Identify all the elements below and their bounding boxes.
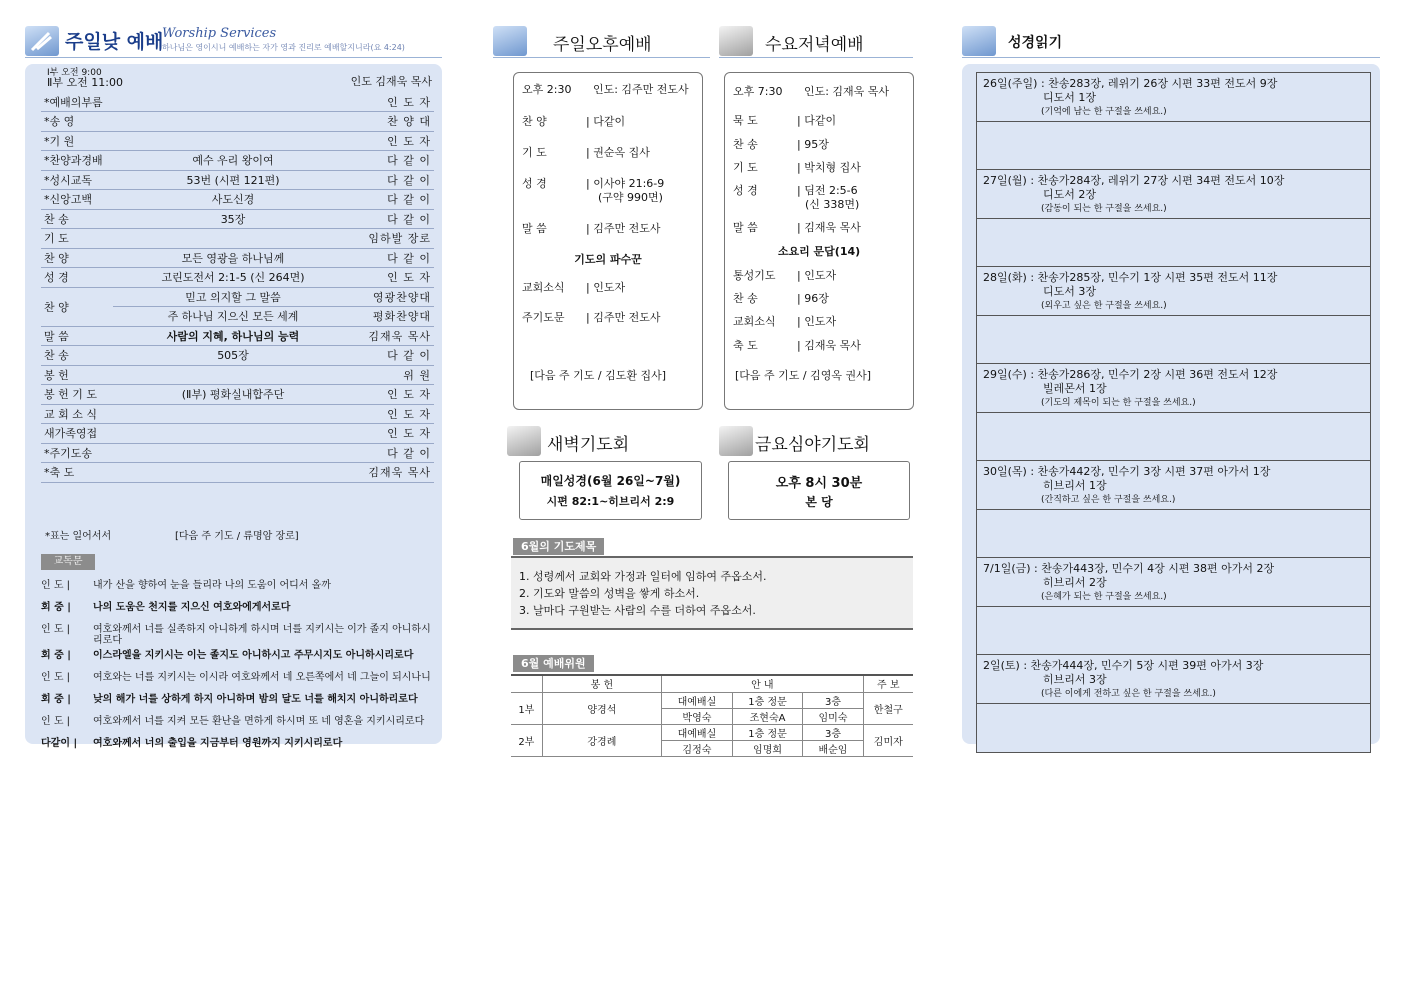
bible-reading-day [977, 267, 1370, 316]
wednesday-time-line [733, 83, 889, 99]
praying-hands-icon [962, 26, 996, 56]
responsive-speaker: 인 도 | [41, 624, 71, 635]
wednesday-row: 기 도 | 박치형 집사 [733, 161, 861, 174]
committee-header-offering: 봉 헌 [542, 675, 661, 692]
dawn-title: 새벽기도회 [547, 435, 630, 455]
dawn-box [519, 461, 702, 520]
table-row: 찬 송 35장 다 같 이 [41, 209, 434, 229]
table-row: 주 하나님 지으신 모든 세계 평화찬양대 [41, 307, 434, 327]
prayer-topic: 1. 성령께서 교회와 가정과 일터에 임하여 주옵소서. [519, 570, 767, 583]
hands-icon [719, 426, 753, 456]
responsive-text: 여호와께서 너를 지켜 모든 환난을 면하게 하시며 또 네 영혼을 지키시리로다 [93, 716, 425, 727]
friday-line2: 본 당 [805, 495, 833, 509]
wednesday-box [724, 72, 914, 410]
reading-plan: 7/1일(금) : 찬송가443장, 민수기 4장 시편 38편 아가서 2장 [983, 562, 1275, 575]
bible-reading-panel [962, 64, 1380, 744]
wednesday-row: 통성기도 | 인도자 [733, 269, 837, 282]
responsive-text: 여호와께서 너를 실족하지 아니하게 하시며 너를 지키시는 이가 졸지 아니하시리로다 [93, 624, 431, 646]
bible-reading-header [962, 24, 1380, 58]
worship-subtitle-en: Worship Services [162, 26, 277, 41]
bible-reading-day [977, 558, 1370, 607]
prayer-topic: 2. 기도와 말씀의 성벽을 쌓게 하소서. [519, 587, 700, 600]
next-prayer-note: [다음 주 기도 / 류명암 장로] [175, 531, 299, 542]
responsive-speaker: 인 도 | [41, 672, 71, 683]
reading-extra: 히브리서 1장 [1043, 479, 1107, 492]
afternoon-time: 오후 2:30 [522, 83, 572, 96]
wednesday-row: 교회소식 | 인도자 [733, 315, 837, 328]
table-row: 봉 헌 기 도 (Ⅱ부) 평화실내합주단 인 도 자 [41, 385, 434, 405]
writing-space[interactable] [977, 704, 1370, 753]
reading-prompt: (감동이 되는 한 구절을 쓰세요.) [1041, 204, 1167, 214]
dawn-line1: 매일성경(6월 26일~7월) [540, 474, 681, 488]
table-row: *성시교독 53번 (시편 121편) 다 같 이 [41, 170, 434, 190]
writing-space[interactable] [977, 413, 1370, 462]
order-of-worship-table [41, 92, 434, 483]
reading-prompt: (다른 이에게 전하고 싶은 한 구절을 쓰세요.) [1041, 689, 1216, 699]
reading-plan: 27일(월) : 찬송가284장, 레위기 27장 시편 34편 전도서 10장 [983, 174, 1285, 187]
bible-reading-title: 성경읽기 [1008, 35, 1063, 51]
prayer-topics-tag: 6월의 기도제목 [513, 538, 604, 555]
wednesday-row: 찬 송 | 95장 [733, 138, 829, 151]
reading-plan: 30일(목) : 찬송가442장, 민수기 3장 시편 37편 아가서 1장 [983, 465, 1271, 478]
responsive-text: 여호와는 너를 지키시는 이시라 여호와께서 네 오른쪽에서 네 그늘이 되시나니 [93, 672, 431, 683]
worship-title: 주일낮 예배 [65, 31, 164, 53]
afternoon-row: 말 씀 | 김주만 전도사 [522, 222, 661, 235]
table-row: 박영숙 조현숙A 임미숙 [511, 708, 913, 724]
bible-reading-day [977, 461, 1370, 510]
hands-icon [507, 426, 541, 456]
responsive-text: 이스라엘을 지키시는 이는 졸지도 아니하시고 주무시지도 아니하시리로다 [93, 650, 414, 661]
responsive-speaker: 회 중 | [41, 650, 71, 661]
worship-verse: 하나님은 영이시니 예배하는 자가 영과 진리로 예배할지니라(요 4:24) [162, 43, 405, 52]
committee-header-driver: 주 보 [863, 675, 913, 692]
worship-leader: 인도 김재욱 목사 [350, 75, 432, 88]
committee-header-guide: 안 내 [662, 675, 863, 692]
responsive-speaker: 다같이 | [41, 738, 78, 749]
wednesday-row: 축 도 | 김재욱 목사 [733, 339, 861, 352]
hands-icon [719, 26, 753, 56]
table-row: 김정숙 임명희 배순임 [511, 740, 913, 756]
table-row: 말 씀 사람의 지혜, 하나님의 능력 김재욱 목사 [41, 326, 434, 346]
table-row: *기 원 인 도 자 [41, 131, 434, 151]
afternoon-box [513, 72, 703, 410]
table-row: *예배의부름 인 도 자 [41, 92, 434, 112]
reading-extra: 디도서 2장 [1043, 188, 1096, 201]
responsive-speaker: 회 중 | [41, 694, 71, 705]
afternoon-row: 기 도 | 권순옥 집사 [522, 146, 650, 159]
reading-extra: 히브리서 3장 [1043, 673, 1107, 686]
table-row: 봉 헌 위 원 [41, 365, 434, 385]
responsive-text: 낮의 해가 너를 상하게 하지 아니하며 밤의 달도 너를 해치지 아니하리로다 [93, 694, 418, 705]
reading-extra: 디도서 3장 [1043, 285, 1096, 298]
responsive-text: 내가 산을 향하여 눈을 들리라 나의 도움이 어디서 올까 [93, 580, 331, 591]
reading-prompt: (은혜가 되는 한 구절을 쓰세요.) [1041, 592, 1167, 602]
worship-section [25, 24, 442, 749]
table-row: 새가족영접 인 도 자 [41, 424, 434, 444]
worship-header [25, 24, 442, 58]
dawn-line2: 시편 82:1~히브리서 2:9 [546, 495, 675, 508]
table-row: 2부 강경례 대예배실 1층 정문 3층 김미자 [511, 724, 913, 740]
reading-plan: 2일(토) : 찬송가444장, 민수기 5장 시편 39편 아가서 3장 [983, 659, 1264, 672]
praying-hands-icon [493, 26, 527, 56]
afternoon-row: 성 경 | 이사야 21:6-9 [522, 177, 665, 190]
reading-extra: 디도서 1장 [1043, 91, 1096, 104]
writing-space[interactable] [977, 316, 1370, 365]
table-row: 찬 양 모든 영광을 하나님께 다 같 이 [41, 248, 434, 268]
table-row: *찬양과경배 예수 우리 왕이여 다 같 이 [41, 151, 434, 171]
table-row: 1부 양경석 대예배실 1층 정문 3층 한철구 [511, 692, 913, 708]
reading-prompt: (기억에 남는 한 구절을 쓰세요.) [1041, 107, 1167, 117]
wednesday-next-prayer: [다음 주 기도 / 김영옥 권사] [735, 369, 872, 382]
reading-extra: 빌레몬서 1장 [1043, 382, 1107, 395]
writing-space[interactable] [977, 510, 1370, 559]
reading-prompt: (외우고 싶은 한 구절을 쓰세요.) [1041, 301, 1167, 311]
table-row: *송 영 찬 양 대 [41, 112, 434, 132]
table-row: *신앙고백 사도신경 다 같 이 [41, 190, 434, 210]
afternoon-row: (구약 990면) [598, 191, 663, 204]
committee-table [511, 674, 913, 757]
wednesday-row: 찬 송 | 96장 [733, 292, 829, 305]
dawn-header [507, 424, 703, 458]
friday-line1: 오후 8시 30분 [775, 476, 863, 491]
responsive-reading-tag: 교독문 [41, 554, 95, 570]
afternoon-row: 주기도문 | 김주만 전도사 [522, 311, 661, 324]
table-row: 교 회 소 식 인 도 자 [41, 404, 434, 424]
afternoon-row: 교회소식 | 인도자 [522, 281, 626, 294]
wednesday-header [719, 24, 913, 58]
responsive-speaker: 인 도 | [41, 580, 71, 591]
reading-plan: 29일(수) : 찬송가286장, 민수기 2장 시편 36편 전도서 12장 [983, 368, 1278, 381]
friday-box [728, 461, 910, 520]
wednesday-row: (신 338면) [805, 198, 860, 211]
wednesday-row: 묵 도 | 다같이 [733, 114, 837, 127]
bible-reading-day [977, 73, 1370, 122]
service-times [47, 68, 123, 88]
reading-prompt: (기도의 제목이 되는 한 구절을 쓰세요.) [1041, 398, 1196, 408]
reading-prompt: (간직하고 싶은 한 구절을 쓰세요.) [1041, 495, 1176, 505]
friday-header [719, 424, 913, 458]
table-row: 찬 송 505장 다 같 이 [41, 346, 434, 366]
prayer-topics-box [511, 556, 913, 630]
responsive-text: 나의 도움은 천지를 지으신 여호와에게서로다 [93, 602, 291, 613]
writing-space[interactable] [977, 219, 1370, 268]
writing-space[interactable] [977, 607, 1370, 656]
table-row: *주기도송 다 같 이 [41, 443, 434, 463]
bible-reading-day [977, 364, 1370, 413]
wednesday-row: 성 경 | 딤전 2:5-6 [733, 184, 858, 197]
afternoon-next-prayer: [다음 주 기도 / 김도환 집사] [530, 369, 667, 382]
wednesday-row: 말 씀 | 김재욱 목사 [733, 221, 861, 234]
praying-hands-icon [25, 26, 59, 56]
afternoon-sermon: 기도의 파수꾼 [574, 253, 642, 266]
wednesday-leader: 인도: 김재욱 목사 [803, 85, 890, 98]
writing-space[interactable] [977, 122, 1370, 171]
responsive-text: 여호와께서 너의 출입을 지금부터 영원까지 지키시리로다 [93, 738, 343, 749]
wednesday-time: 오후 7:30 [733, 85, 783, 98]
service-time-1: Ⅰ부 오전 9:00 [47, 68, 102, 78]
prayer-topic: 3. 날마다 구원받는 사람의 수를 더하여 주옵소서. [519, 604, 756, 617]
afternoon-time-line [522, 81, 689, 97]
table-row: 기 도 임하발 장로 [41, 229, 434, 249]
reading-plan: 26일(주일) : 찬송283장, 레위기 26장 시편 33편 전도서 9장 [983, 77, 1278, 90]
wednesday-sermon: 소요리 문답(14) [777, 245, 861, 258]
committee-tag: 6월 예배위원 [513, 655, 594, 672]
bible-reading-grid [976, 72, 1371, 753]
service-time-2: Ⅱ부 오전 11:00 [47, 76, 123, 89]
table-row: *축 도 김재욱 목사 [41, 463, 434, 483]
afternoon-leader: 인도: 김주만 전도사 [592, 83, 689, 96]
responsive-speaker: 회 중 | [41, 602, 71, 613]
worship-order-panel [25, 64, 442, 749]
stand-note: *표는 일어서서 [45, 531, 112, 542]
reading-plan: 28일(화) : 찬송가285장, 민수기 1장 시편 35편 전도서 11장 [983, 271, 1278, 284]
responsive-speaker: 인 도 | [41, 716, 71, 727]
afternoon-header [493, 24, 710, 58]
table-row: 성 경 고린도전서 2:1-5 (신 264면) 인 도 자 [41, 268, 434, 288]
friday-title: 금요심야기도회 [755, 435, 870, 455]
bible-reading-day [977, 170, 1370, 219]
afternoon-row: 찬 양 | 다같이 [522, 115, 626, 128]
reading-extra: 히브리서 2장 [1043, 576, 1107, 589]
bible-reading-day [977, 655, 1370, 704]
order-note [45, 527, 299, 542]
wednesday-title: 수요저녁예배 [765, 35, 864, 55]
bible-reading-section [962, 24, 1380, 699]
afternoon-title: 주일오후예배 [553, 35, 652, 55]
table-row: 찬 양 믿고 의지할 그 말씀 영광찬양대 [41, 287, 434, 307]
